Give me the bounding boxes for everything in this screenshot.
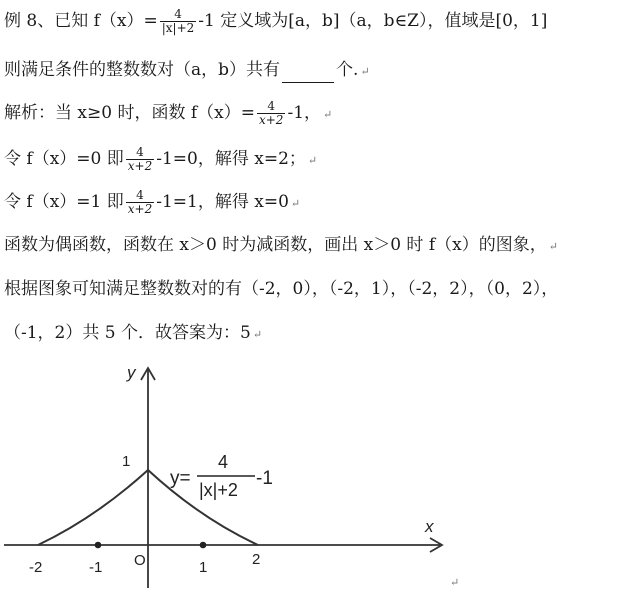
tick-label-1: 1 [199,559,208,576]
fraction-numerator: 4 [267,99,276,113]
analysis-line-3 [4,189,300,216]
fraction-numerator: 4 [136,188,144,202]
equation-tail: -1 [256,468,273,489]
analysis-line2-fraction [126,146,154,173]
analysis-line2-post: -1=0，解得 x=2； [156,149,306,169]
problem-line2-pre: 则满足条件的整数数对（a，b）共有 [4,60,281,80]
analysis-line5-text: 根据图象可知满足整数数对的有（-2，0），（-2，1），（-2，2），（0，2）， [4,279,559,299]
tick-dot-1 [200,542,207,549]
peak-label: 1 [122,453,131,470]
tick-dot-neg1 [95,542,102,549]
paragraph-mark-icon: ↵ [290,197,301,210]
analysis-line2-pre: 令 f（x）=0 即 [4,149,124,169]
equation-denominator: |x|+2 [199,480,238,500]
equation-numerator: 4 [218,452,229,472]
tick-label-2: 2 [252,551,261,568]
problem-prefix: 例 8、已知 f（x）= [4,11,158,31]
analysis-line3-pre: 令 f（x）=1 即 [4,192,124,212]
function-graph [0,358,640,591]
analysis-line-2 [4,146,317,173]
paragraph-mark-icon: ↵ [252,328,263,341]
analysis-line1-post: -1， [287,103,322,123]
analysis-line1-pre: 解析：当 x≥0 时，函数 f（x）= [4,103,255,123]
analysis-line3-fraction [126,189,154,216]
fraction-denominator: x+2 [258,113,284,127]
paragraph-mark-icon: ↵ [360,65,370,78]
origin-label: O [134,552,146,569]
equation-lhs: y= [170,468,191,489]
paragraph-mark-icon: ↵ [323,108,333,121]
answer-blank [282,66,334,83]
problem-line-2 [4,59,370,83]
analysis-line3-post: -1=1，解得 x=0 [156,192,289,212]
curve-left-branch [38,470,148,545]
problem-line-1 [4,8,547,35]
problem-suffix: -1 定义域为[a，b]（a，b∈Z），值域是[0，1] [198,11,548,31]
tick-label-neg1: -1 [89,559,103,576]
analysis-line1-fraction [257,100,285,127]
y-axis-label: y [127,363,136,382]
tick-label-neg2: -2 [29,559,43,576]
analysis-line-6 [4,322,262,346]
fraction-denominator: x+2 [127,202,153,216]
problem-line2-post: 个. [336,60,359,80]
problem-fraction [160,8,197,35]
problem-frac-den: |x|+2 [161,21,195,35]
analysis-line-4 [4,234,558,258]
analysis-line-1 [4,100,332,127]
x-axis-label: x [425,517,434,536]
paragraph-mark-icon: ↵ [450,576,460,589]
fraction-numerator: 4 [136,145,144,159]
fraction-denominator: x+2 [127,159,153,173]
analysis-line-5 [4,278,558,300]
paragraph-mark-icon: ↵ [548,240,558,253]
analysis-line6-text: （-1，2）共 5 个．故答案为：5 [4,323,251,343]
analysis-line4-text: 函数为偶函数，函数在 x＞0 时为减函数，画出 x＞0 时 f（x）的图象， [4,235,547,255]
paragraph-mark-icon: ↵ [307,154,318,167]
problem-frac-num: 4 [174,7,182,21]
